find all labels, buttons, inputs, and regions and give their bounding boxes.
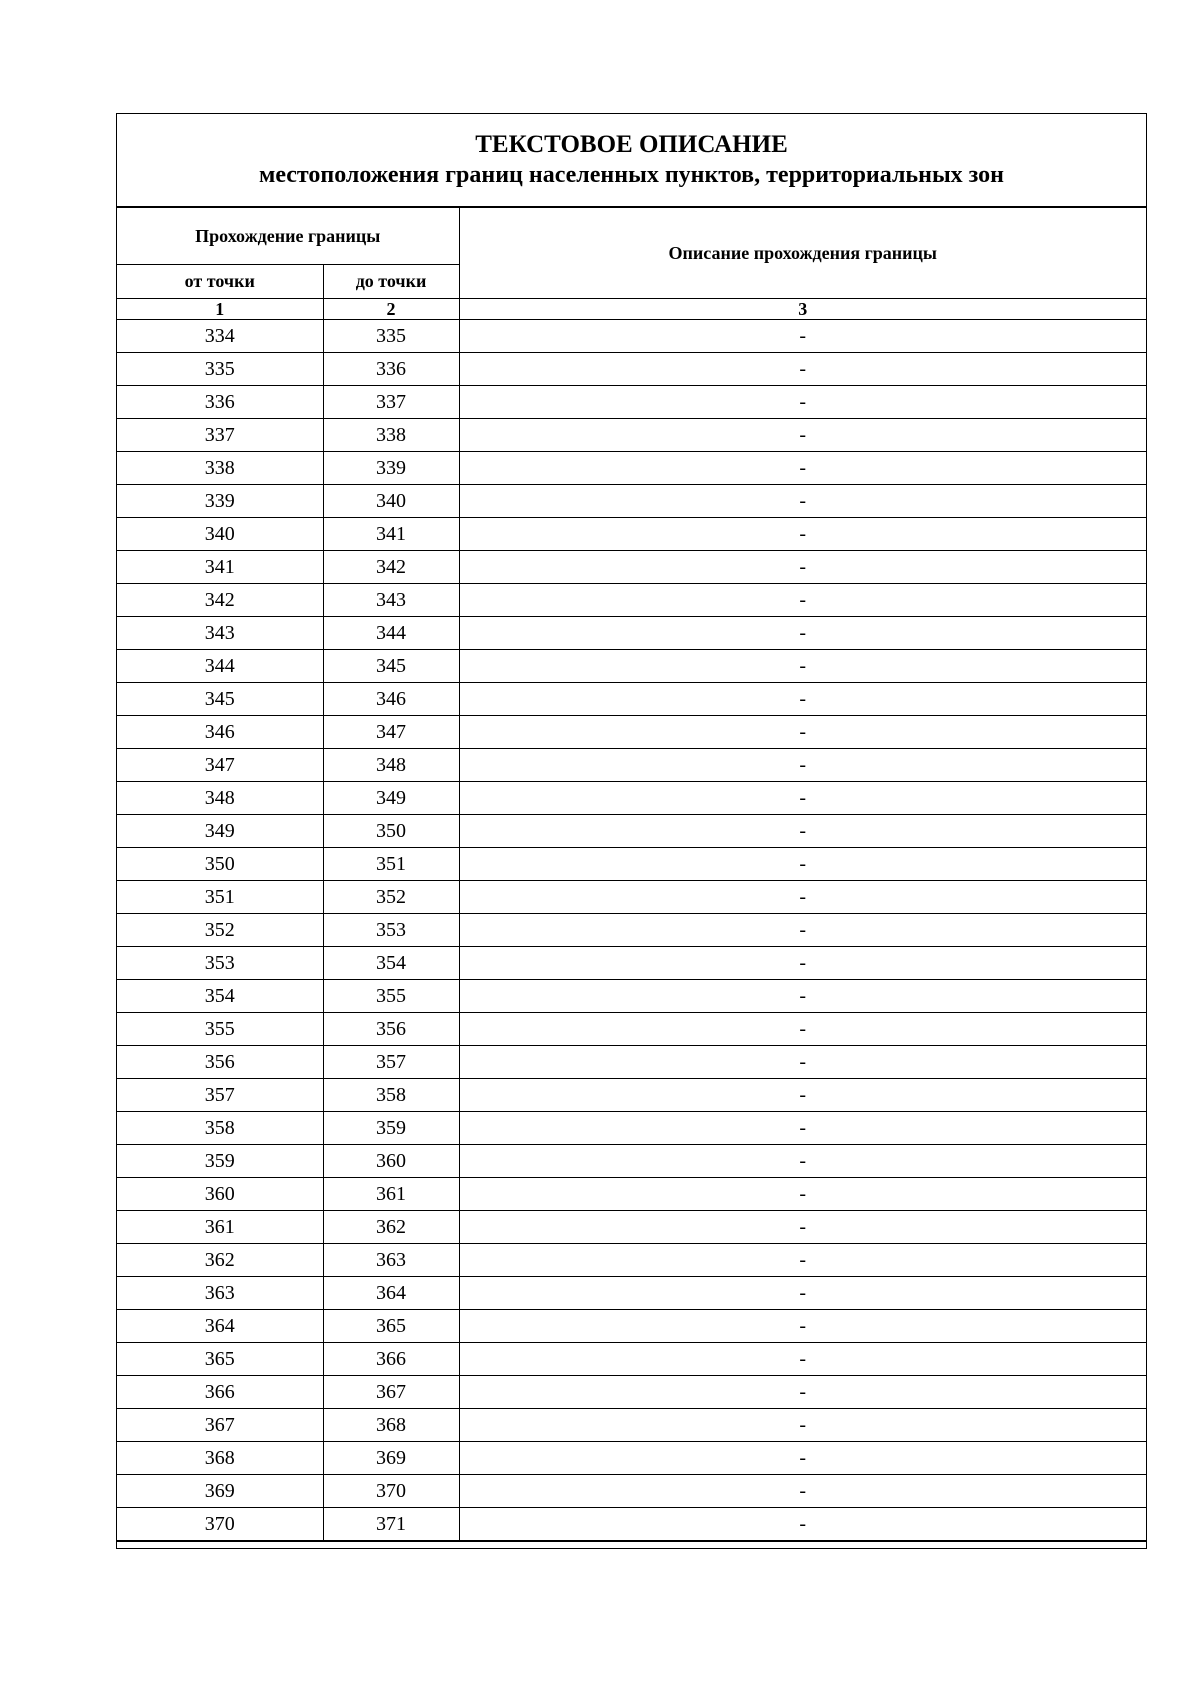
- column-header-to-point: до точки: [323, 265, 459, 299]
- from-point-cell: 365: [117, 1343, 323, 1376]
- document-subtitle: местоположения границ населенных пунктов, территориальных зон: [258, 162, 1005, 188]
- table-row: [117, 650, 1146, 683]
- to-point-cell: 360: [323, 1145, 459, 1178]
- table-row: [117, 584, 1146, 617]
- description-cell: -: [459, 1046, 1146, 1079]
- table-row: [117, 1475, 1146, 1508]
- from-point-cell: 345: [117, 683, 323, 716]
- to-point-cell: 368: [323, 1409, 459, 1442]
- from-point-cell: 360: [117, 1178, 323, 1211]
- table-row: [117, 1244, 1146, 1277]
- from-point-cell: 343: [117, 617, 323, 650]
- table-row: [117, 848, 1146, 881]
- description-cell: -: [459, 1310, 1146, 1343]
- to-point-cell: 357: [323, 1046, 459, 1079]
- table-row: [117, 1310, 1146, 1343]
- table-row: [117, 1442, 1146, 1475]
- description-cell: -: [459, 1343, 1146, 1376]
- description-cell: -: [459, 1409, 1146, 1442]
- table-row: [117, 1079, 1146, 1112]
- to-point-cell: 342: [323, 551, 459, 584]
- from-point-cell: 340: [117, 518, 323, 551]
- table-row: [117, 551, 1146, 584]
- table-row: [117, 419, 1146, 452]
- table-row: [117, 683, 1146, 716]
- description-cell: -: [459, 1508, 1146, 1541]
- description-cell: -: [459, 782, 1146, 815]
- table-body: [117, 320, 1146, 1541]
- from-point-cell: 341: [117, 551, 323, 584]
- table-bottom-edge: [117, 1541, 1146, 1548]
- to-point-cell: 343: [323, 584, 459, 617]
- from-point-cell: 337: [117, 419, 323, 452]
- from-point-cell: 338: [117, 452, 323, 485]
- to-point-cell: 350: [323, 815, 459, 848]
- from-point-cell: 353: [117, 947, 323, 980]
- table-row: [117, 485, 1146, 518]
- to-point-cell: 338: [323, 419, 459, 452]
- description-cell: -: [459, 1145, 1146, 1178]
- from-point-cell: 339: [117, 485, 323, 518]
- table-row: [117, 1376, 1146, 1409]
- description-cell: -: [459, 650, 1146, 683]
- description-cell: -: [459, 914, 1146, 947]
- from-point-cell: 361: [117, 1211, 323, 1244]
- to-point-cell: 335: [323, 320, 459, 353]
- from-point-cell: 355: [117, 1013, 323, 1046]
- description-cell: -: [459, 815, 1146, 848]
- table-row: [117, 881, 1146, 914]
- description-cell: -: [459, 980, 1146, 1013]
- description-cell: -: [459, 419, 1146, 452]
- description-cell: -: [459, 683, 1146, 716]
- from-point-cell: 358: [117, 1112, 323, 1145]
- column-header-from-point: от точки: [117, 265, 323, 299]
- from-point-cell: 349: [117, 815, 323, 848]
- column-header-description: Описание прохождения границы: [459, 208, 1146, 299]
- to-point-cell: 371: [323, 1508, 459, 1541]
- from-point-cell: 346: [117, 716, 323, 749]
- column-number-2: 2: [323, 299, 459, 320]
- table-row: [117, 386, 1146, 419]
- table-row: [117, 1343, 1146, 1376]
- to-point-cell: 344: [323, 617, 459, 650]
- table-row: [117, 1046, 1146, 1079]
- description-cell: -: [459, 617, 1146, 650]
- table-row: [117, 947, 1146, 980]
- table-row: [117, 782, 1146, 815]
- to-point-cell: 363: [323, 1244, 459, 1277]
- from-point-cell: 334: [117, 320, 323, 353]
- table-row: [117, 1112, 1146, 1145]
- from-point-cell: 366: [117, 1376, 323, 1409]
- table-row: [117, 716, 1146, 749]
- table-row: [117, 1145, 1146, 1178]
- table-row: [117, 1508, 1146, 1541]
- to-point-cell: 339: [323, 452, 459, 485]
- table-row: [117, 1211, 1146, 1244]
- from-point-cell: 364: [117, 1310, 323, 1343]
- description-cell: -: [459, 1178, 1146, 1211]
- to-point-cell: 336: [323, 353, 459, 386]
- description-cell: -: [459, 353, 1146, 386]
- to-point-cell: 359: [323, 1112, 459, 1145]
- from-point-cell: 357: [117, 1079, 323, 1112]
- description-cell: -: [459, 1442, 1146, 1475]
- description-cell: -: [459, 1013, 1146, 1046]
- from-point-cell: 336: [117, 386, 323, 419]
- to-point-cell: 361: [323, 1178, 459, 1211]
- from-point-cell: 354: [117, 980, 323, 1013]
- from-point-cell: 359: [117, 1145, 323, 1178]
- description-cell: -: [459, 1112, 1146, 1145]
- to-point-cell: 346: [323, 683, 459, 716]
- description-cell: -: [459, 584, 1146, 617]
- column-number-3: 3: [459, 299, 1146, 320]
- description-cell: -: [459, 1475, 1146, 1508]
- to-point-cell: 364: [323, 1277, 459, 1310]
- description-cell: -: [459, 452, 1146, 485]
- table-row: [117, 452, 1146, 485]
- from-point-cell: 348: [117, 782, 323, 815]
- description-cell: -: [459, 848, 1146, 881]
- description-cell: -: [459, 551, 1146, 584]
- to-point-cell: 366: [323, 1343, 459, 1376]
- description-cell: -: [459, 518, 1146, 551]
- to-point-cell: 369: [323, 1442, 459, 1475]
- from-point-cell: 370: [117, 1508, 323, 1541]
- description-cell: -: [459, 386, 1146, 419]
- to-point-cell: 351: [323, 848, 459, 881]
- description-cell: -: [459, 485, 1146, 518]
- description-cell: -: [459, 881, 1146, 914]
- description-cell: -: [459, 1244, 1146, 1277]
- table-row: [117, 1178, 1146, 1211]
- from-point-cell: 368: [117, 1442, 323, 1475]
- from-point-cell: 335: [117, 353, 323, 386]
- table-row: [117, 617, 1146, 650]
- to-point-cell: 341: [323, 518, 459, 551]
- table-row: [117, 1013, 1146, 1046]
- to-point-cell: 353: [323, 914, 459, 947]
- table-row: [117, 1409, 1146, 1442]
- to-point-cell: 337: [323, 386, 459, 419]
- boundary-table: [117, 207, 1146, 1541]
- to-point-cell: 356: [323, 1013, 459, 1046]
- from-point-cell: 367: [117, 1409, 323, 1442]
- from-point-cell: 344: [117, 650, 323, 683]
- to-point-cell: 352: [323, 881, 459, 914]
- to-point-cell: 347: [323, 716, 459, 749]
- table-row: [117, 980, 1146, 1013]
- to-point-cell: 355: [323, 980, 459, 1013]
- table-row: [117, 749, 1146, 782]
- description-cell: -: [459, 1079, 1146, 1112]
- title-block: [117, 114, 1146, 207]
- table-row: [117, 1277, 1146, 1310]
- from-point-cell: 350: [117, 848, 323, 881]
- to-point-cell: 370: [323, 1475, 459, 1508]
- group-header-boundary-passage: Прохождение границы: [117, 208, 459, 265]
- from-point-cell: 351: [117, 881, 323, 914]
- table-row: [117, 518, 1146, 551]
- table-row: [117, 815, 1146, 848]
- to-point-cell: 367: [323, 1376, 459, 1409]
- description-cell: -: [459, 749, 1146, 782]
- to-point-cell: 345: [323, 650, 459, 683]
- from-point-cell: 347: [117, 749, 323, 782]
- table-row: [117, 914, 1146, 947]
- description-cell: -: [459, 320, 1146, 353]
- to-point-cell: 354: [323, 947, 459, 980]
- from-point-cell: 363: [117, 1277, 323, 1310]
- to-point-cell: 349: [323, 782, 459, 815]
- description-cell: -: [459, 1211, 1146, 1244]
- to-point-cell: 362: [323, 1211, 459, 1244]
- table-row: [117, 320, 1146, 353]
- description-cell: -: [459, 1376, 1146, 1409]
- from-point-cell: 342: [117, 584, 323, 617]
- from-point-cell: 362: [117, 1244, 323, 1277]
- description-cell: -: [459, 716, 1146, 749]
- description-cell: -: [459, 947, 1146, 980]
- to-point-cell: 340: [323, 485, 459, 518]
- document-title: ТЕКСТОВОЕ ОПИСАНИЕ: [475, 131, 788, 158]
- from-point-cell: 352: [117, 914, 323, 947]
- from-point-cell: 369: [117, 1475, 323, 1508]
- boundary-description-sheet: [116, 113, 1147, 1549]
- description-cell: -: [459, 1277, 1146, 1310]
- to-point-cell: 358: [323, 1079, 459, 1112]
- table-row: [117, 353, 1146, 386]
- to-point-cell: 365: [323, 1310, 459, 1343]
- from-point-cell: 356: [117, 1046, 323, 1079]
- column-number-1: 1: [117, 299, 323, 320]
- to-point-cell: 348: [323, 749, 459, 782]
